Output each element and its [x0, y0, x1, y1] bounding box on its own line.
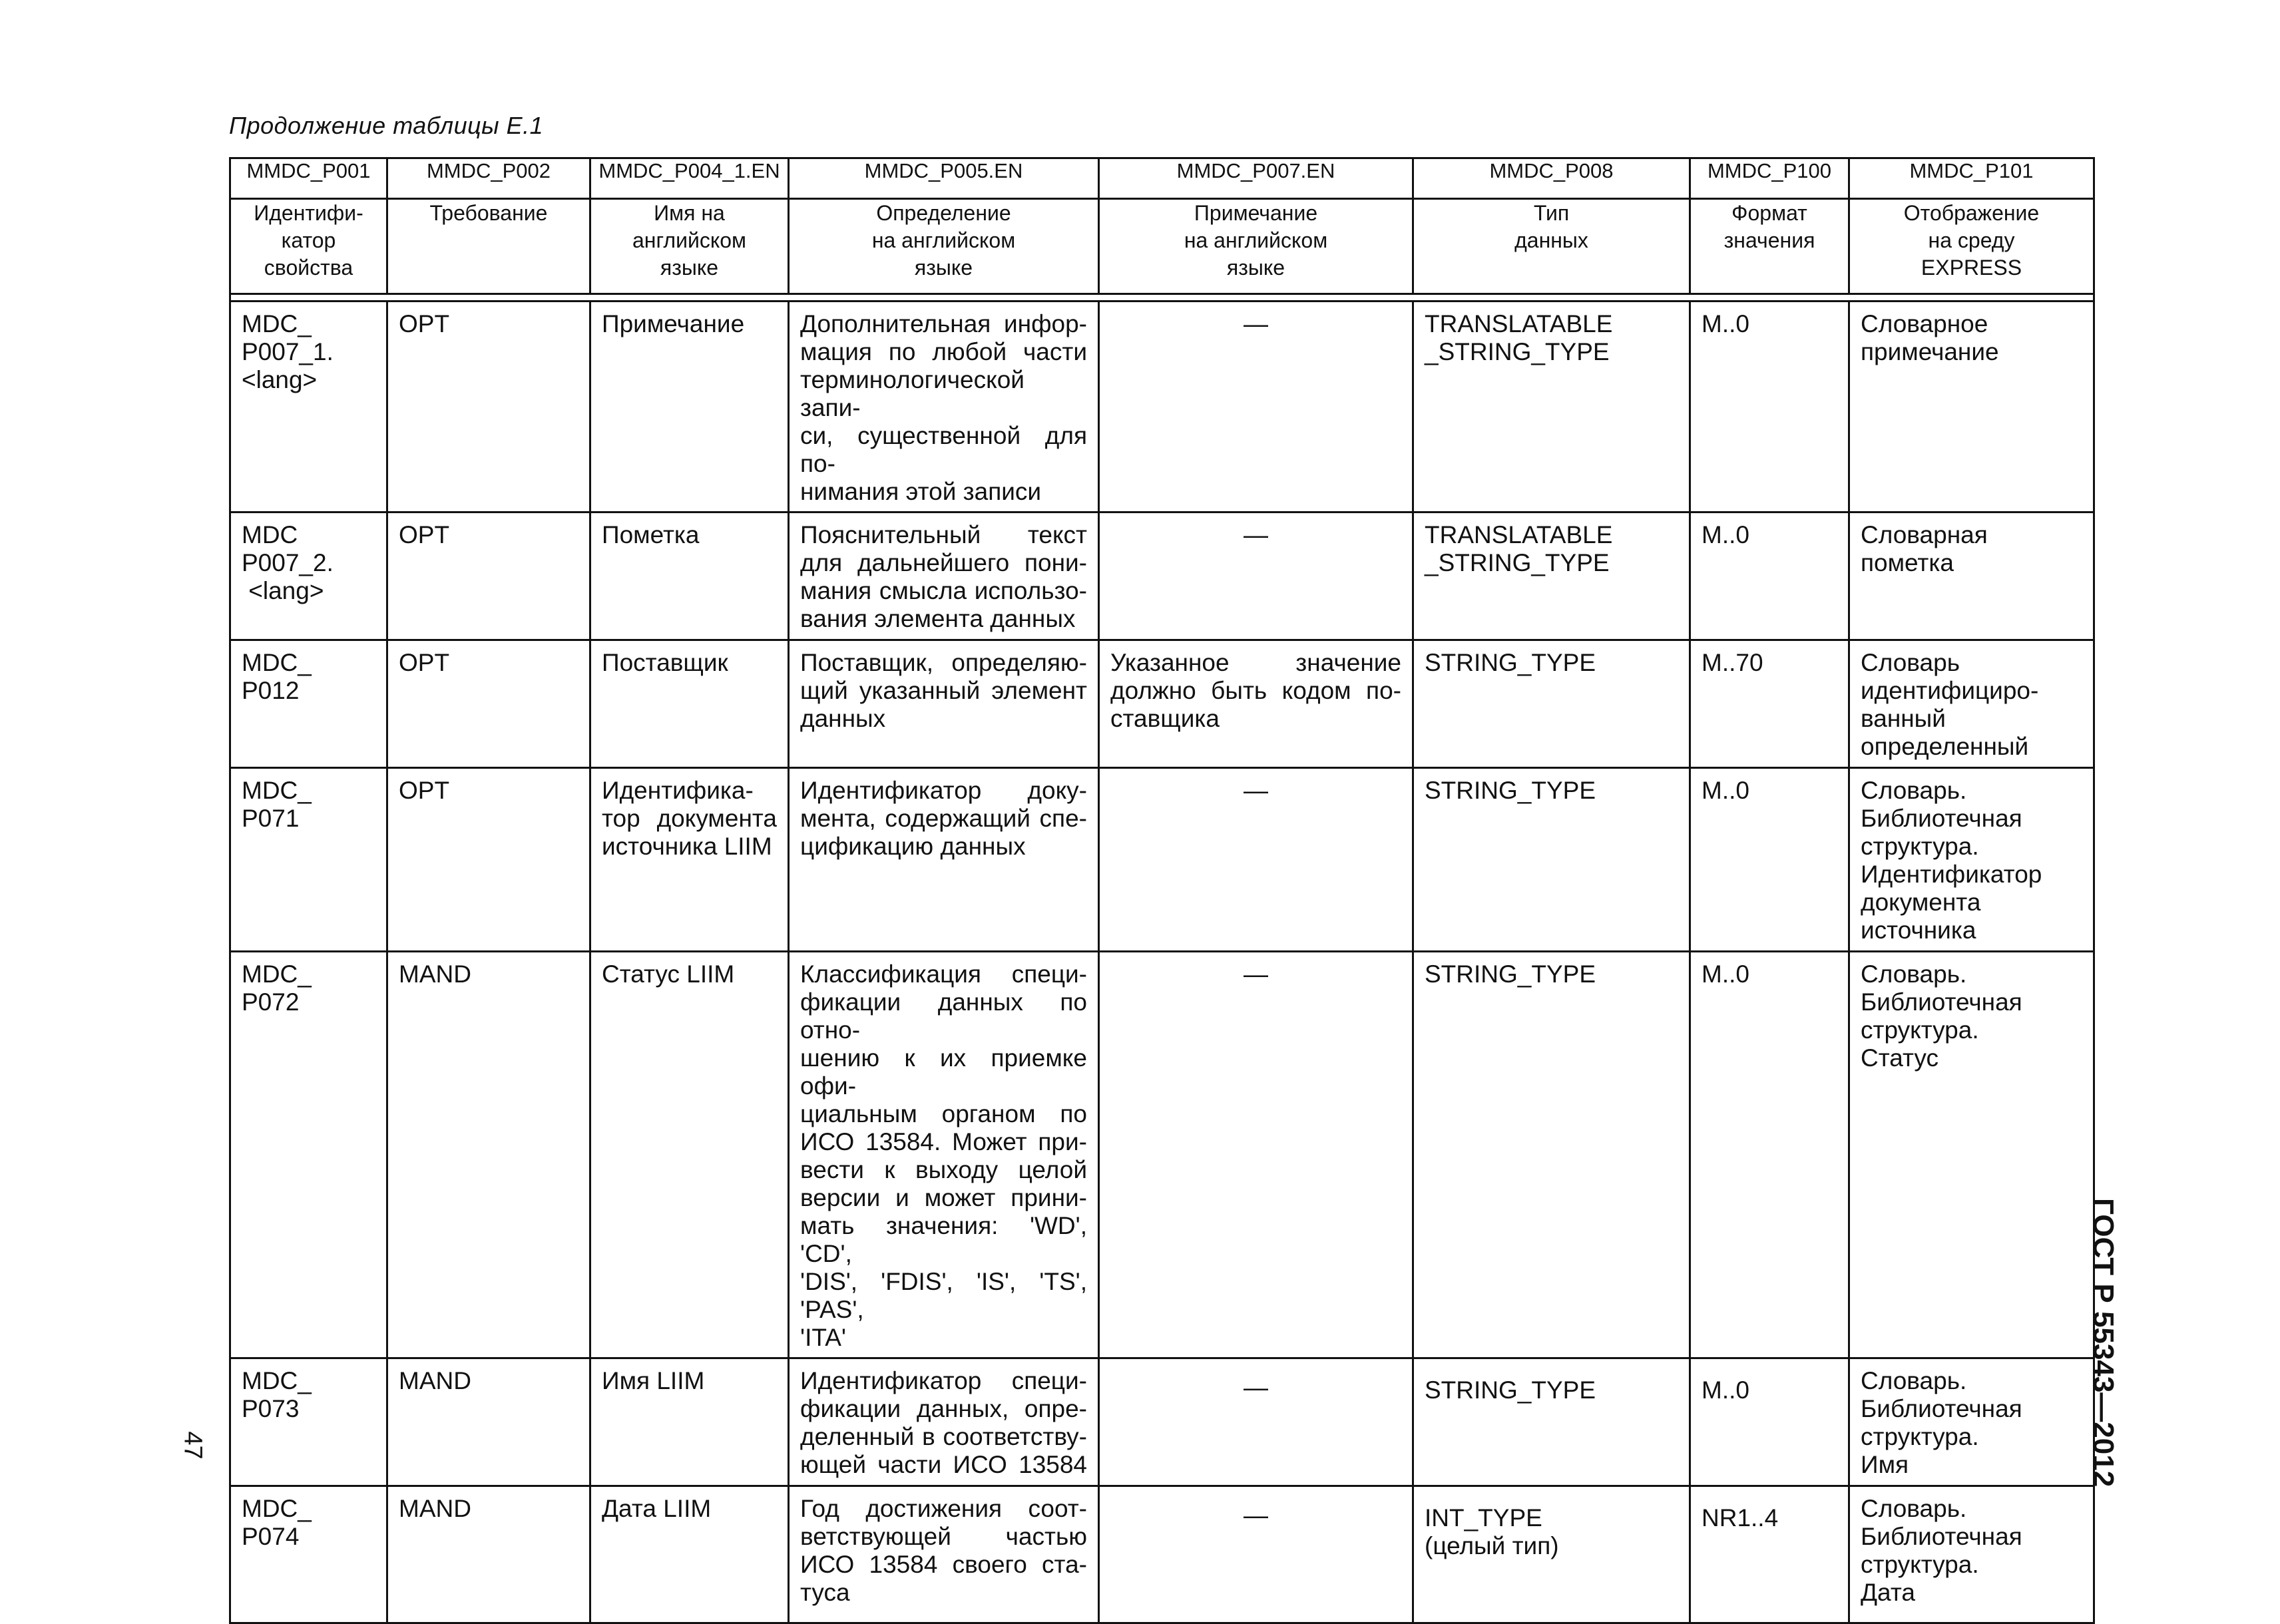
cell-line: _STRING_TYPE	[1425, 338, 1610, 365]
cell-format: M..0	[1690, 302, 1849, 512]
cell-line: STRING_TYPE	[1425, 1376, 1596, 1404]
header-line: на английском	[1184, 228, 1328, 252]
cell-line: Библиотечная	[1861, 988, 2022, 1016]
cell-type	[1413, 952, 1690, 1358]
cell-line: <lang>	[242, 577, 324, 604]
cell-line: Идентифика-	[602, 777, 754, 804]
cell-line: Словарь	[1861, 649, 1960, 676]
cell-line: MDC_	[242, 1367, 312, 1394]
cell-id	[230, 512, 387, 640]
cell-line: Словарь.	[1861, 777, 1967, 804]
header-line: свойства	[264, 256, 353, 280]
cell-line: ставщика	[1110, 705, 1220, 732]
cell-line: STRING_TYPE	[1425, 960, 1596, 988]
cell-mapping	[1849, 640, 2094, 768]
cell-line: TRANSLATABLE	[1425, 521, 1613, 548]
cell-line: Словарь.	[1861, 1495, 1967, 1522]
cell-line: документа	[1861, 889, 1981, 916]
cell-line: идентифициро-	[1861, 677, 2039, 704]
cell-line: источника LIIM	[602, 833, 772, 860]
cell-line: Библиотечная	[1861, 1395, 2022, 1422]
column-code: MMDC_P008	[1413, 158, 1690, 199]
cell-line: Словарная	[1861, 521, 1988, 548]
cell-line: ванный	[1861, 705, 1946, 732]
table-row	[230, 512, 2094, 640]
cell-line: (целый тип)	[1425, 1532, 1559, 1559]
cell-mapping	[1849, 952, 2094, 1358]
cell-line: MDC_	[242, 1495, 312, 1522]
column-name	[789, 199, 1099, 294]
cell-line: шению к их приемке офи-	[800, 1044, 1087, 1100]
cell-line: Указанное значение	[1110, 649, 1401, 676]
cell-name	[590, 512, 789, 640]
cell-format: M..0	[1690, 952, 1849, 1358]
cell-type	[1413, 768, 1690, 952]
column-code-row	[230, 158, 2094, 199]
table-row	[230, 1486, 2094, 1623]
cell-line: цификацию данных	[800, 833, 1026, 860]
cell-line: структура.	[1861, 1423, 1979, 1450]
header-line: значения	[1723, 228, 1815, 252]
header-line: данных	[1514, 228, 1588, 252]
cell-line: P007_1.	[242, 338, 334, 365]
cell-line: Имя	[1861, 1451, 1909, 1478]
header-line: катор	[281, 228, 336, 252]
cell-requirement: MAND	[387, 1358, 590, 1486]
cell-line: циальным органом по	[800, 1100, 1087, 1127]
cell-definition	[789, 640, 1099, 768]
cell-id	[230, 952, 387, 1358]
cell-line: —	[1244, 960, 1268, 988]
cell-line: версии и может прини-	[800, 1184, 1087, 1211]
cell-line: си, существенной для по-	[800, 422, 1087, 477]
cell-line: Словарное	[1861, 310, 1988, 337]
header-line: Требование	[429, 201, 548, 225]
cell-line: 'DIS', 'FDIS', 'IS', 'TS', 'PAS',	[800, 1268, 1087, 1323]
separator-cell	[230, 294, 2094, 302]
cell-line: туса	[800, 1579, 850, 1606]
cell-id	[230, 640, 387, 768]
column-code: MMDC_P002	[387, 158, 590, 199]
cell-line: вести к выходу целой	[800, 1156, 1087, 1183]
cell-line: —	[1244, 521, 1268, 548]
cell-line: для дальнейшего пони-	[800, 549, 1087, 576]
cell-name	[590, 768, 789, 952]
cell-line: должно быть кодом по-	[1110, 677, 1401, 704]
column-code: MMDC_P001	[230, 158, 387, 199]
cell-line: Имя LIIM	[602, 1367, 705, 1394]
column-name	[1099, 199, 1413, 294]
header-line: английском	[632, 228, 746, 252]
cell-line: структура.	[1861, 833, 1979, 860]
header-line: EXPRESS	[1921, 256, 2022, 280]
header-line: Тип	[1533, 201, 1570, 225]
cell-mapping	[1849, 1358, 2094, 1486]
cell-format: M..0	[1690, 1358, 1849, 1486]
cell-line: щий указанный элемент	[800, 677, 1087, 704]
cell-line: ющей части ИСО 13584	[800, 1451, 1087, 1478]
cell-line: Библиотечная	[1861, 805, 2022, 832]
cell-id	[230, 1358, 387, 1486]
cell-line: нимания этой записи	[800, 478, 1042, 505]
cell-line: STRING_TYPE	[1425, 777, 1596, 804]
cell-mapping	[1849, 512, 2094, 640]
cell-note	[1099, 640, 1413, 768]
cell-line: структура.	[1861, 1551, 1979, 1578]
cell-type	[1413, 1358, 1690, 1486]
header-line: языке	[1226, 256, 1285, 280]
column-code: MMDC_P004_1.EN	[590, 158, 789, 199]
column-name	[590, 199, 789, 294]
cell-line: —	[1244, 1502, 1268, 1529]
cell-requirement: OPT	[387, 768, 590, 952]
document-side-title: ГОСТ Р 55343—2012	[2087, 1198, 2120, 1488]
table-row	[230, 640, 2094, 768]
cell-line: Словарь.	[1861, 960, 1967, 988]
cell-definition	[789, 952, 1099, 1358]
cell-line: Словарь.	[1861, 1367, 1967, 1394]
header-line: Формат	[1731, 201, 1807, 225]
column-code: MMDC_P005.EN	[789, 158, 1099, 199]
cell-requirement: OPT	[387, 640, 590, 768]
cell-line: P012	[242, 677, 300, 704]
cell-line: —	[1244, 310, 1268, 337]
cell-requirement: MAND	[387, 952, 590, 1358]
header-line: на английском	[871, 228, 1016, 252]
cell-line: Идентификатор специ-	[800, 1367, 1087, 1394]
header-line: языке	[660, 256, 719, 280]
cell-line: _STRING_TYPE	[1425, 549, 1610, 576]
cell-line: Год достижения соот-	[800, 1495, 1087, 1522]
cell-definition	[789, 1358, 1099, 1486]
cell-line: Дата LIIM	[602, 1495, 712, 1522]
properties-table	[229, 157, 2095, 1624]
cell-line: Статус LIIM	[602, 960, 735, 988]
cell-mapping	[1849, 302, 2094, 512]
column-code: MMDC_P007.EN	[1099, 158, 1413, 199]
cell-line: мать значения: 'WD', 'CD',	[800, 1212, 1087, 1267]
header-line: языке	[914, 256, 973, 280]
cell-line: P007_2.	[242, 549, 334, 576]
cell-line: <lang>	[242, 366, 318, 393]
cell-line: тор документа	[602, 805, 777, 832]
cell-line: 'ITA'	[800, 1324, 846, 1351]
cell-type	[1413, 640, 1690, 768]
cell-line: пометка	[1861, 549, 1954, 576]
header-line: Имя на	[654, 201, 725, 225]
cell-line: MDC_	[242, 777, 312, 804]
column-name-row	[230, 199, 2094, 294]
column-name	[230, 199, 387, 294]
cell-line: Пометка	[602, 521, 700, 548]
cell-note	[1099, 302, 1413, 512]
cell-id	[230, 768, 387, 952]
cell-line: примечание	[1861, 338, 1999, 365]
cell-name	[590, 1486, 789, 1623]
cell-line: Дополнительная инфор-	[800, 310, 1087, 337]
cell-line: P073	[242, 1395, 300, 1422]
cell-line: определенный	[1861, 733, 2029, 760]
column-code: MMDC_P100	[1690, 158, 1849, 199]
cell-line: ИСО 13584 своего ста-	[800, 1551, 1087, 1578]
cell-requirement: OPT	[387, 302, 590, 512]
cell-line: фикации данных, опре-	[800, 1395, 1087, 1422]
cell-line: TRANSLATABLE	[1425, 310, 1613, 337]
table-row	[230, 768, 2094, 952]
cell-definition	[789, 512, 1099, 640]
header-line: на среду	[1928, 228, 2015, 252]
header-line: Отображение	[1903, 201, 2040, 225]
cell-name	[590, 302, 789, 512]
cell-line: фикации данных по отно-	[800, 988, 1087, 1044]
cell-line: Библиотечная	[1861, 1523, 2022, 1550]
cell-note	[1099, 1486, 1413, 1623]
cell-line: данных	[800, 705, 886, 732]
cell-line: P074	[242, 1523, 300, 1550]
cell-line: MDC_	[242, 649, 312, 676]
cell-note	[1099, 768, 1413, 952]
cell-line: мента, содержащий спе-	[800, 805, 1087, 832]
cell-type	[1413, 302, 1690, 512]
column-name	[1690, 199, 1849, 294]
cell-line: Статус	[1861, 1044, 1938, 1072]
cell-line: STRING_TYPE	[1425, 649, 1596, 676]
cell-line: Идентификатор доку-	[800, 777, 1087, 804]
table-row	[230, 952, 2094, 1358]
cell-name	[590, 952, 789, 1358]
cell-line: —	[1244, 1374, 1268, 1401]
cell-definition	[789, 768, 1099, 952]
cell-line: ИСО 13584. Может при-	[800, 1128, 1087, 1155]
cell-line: Поставщик, определяю-	[800, 649, 1087, 676]
header-line: Идентифи-	[254, 201, 363, 225]
header-separator	[230, 294, 2094, 302]
cell-line: INT_TYPE	[1425, 1504, 1542, 1531]
cell-type	[1413, 1486, 1690, 1623]
cell-line: Примечание	[602, 310, 745, 337]
column-name	[1849, 199, 2094, 294]
cell-id	[230, 1486, 387, 1623]
cell-id	[230, 302, 387, 512]
cell-requirement: OPT	[387, 512, 590, 640]
cell-line: мания смысла использо-	[800, 577, 1087, 604]
cell-mapping	[1849, 768, 2094, 952]
cell-format: M..0	[1690, 768, 1849, 952]
cell-line: Дата	[1861, 1579, 1915, 1606]
cell-format: NR1..4	[1690, 1486, 1849, 1623]
cell-line: MDC_	[242, 310, 312, 337]
cell-line: Классификация специ-	[800, 960, 1087, 988]
cell-line: терминологической запи-	[800, 366, 1025, 421]
cell-line: вания элемента данных	[800, 605, 1076, 632]
cell-name	[590, 640, 789, 768]
cell-format: M..0	[1690, 512, 1849, 640]
column-name	[387, 199, 590, 294]
cell-definition	[789, 1486, 1099, 1623]
table-row	[230, 1358, 2094, 1486]
page-number: 47	[178, 1431, 207, 1460]
cell-line: Поставщик	[602, 649, 728, 676]
cell-line: Идентификатор	[1861, 861, 2042, 888]
cell-definition	[789, 302, 1099, 512]
column-code: MMDC_P101	[1849, 158, 2094, 199]
table-caption: Продолжение таблицы Е.1	[229, 112, 544, 139]
cell-line: MDC_	[242, 960, 312, 988]
cell-note	[1099, 512, 1413, 640]
cell-line: источника	[1861, 916, 1976, 944]
cell-requirement: MAND	[387, 1486, 590, 1623]
header-line: Примечание	[1194, 201, 1318, 225]
cell-note	[1099, 1358, 1413, 1486]
cell-format: M..70	[1690, 640, 1849, 768]
cell-name	[590, 1358, 789, 1486]
cell-type	[1413, 512, 1690, 640]
cell-line: —	[1244, 777, 1268, 804]
cell-line: Пояснительный текст	[800, 521, 1087, 548]
cell-line: MDC	[242, 521, 298, 548]
cell-mapping	[1849, 1486, 2094, 1623]
cell-line: мация по любой части	[800, 338, 1087, 365]
table-row	[230, 302, 2094, 512]
cell-line: деленный в соответству-	[800, 1423, 1087, 1450]
header-line: Определение	[876, 201, 1011, 225]
cell-line: P072	[242, 988, 300, 1016]
cell-note	[1099, 952, 1413, 1358]
cell-line: ветствующей частью	[800, 1523, 1087, 1550]
cell-line: структура.	[1861, 1016, 1979, 1044]
column-name	[1413, 199, 1690, 294]
cell-line: P071	[242, 805, 300, 832]
